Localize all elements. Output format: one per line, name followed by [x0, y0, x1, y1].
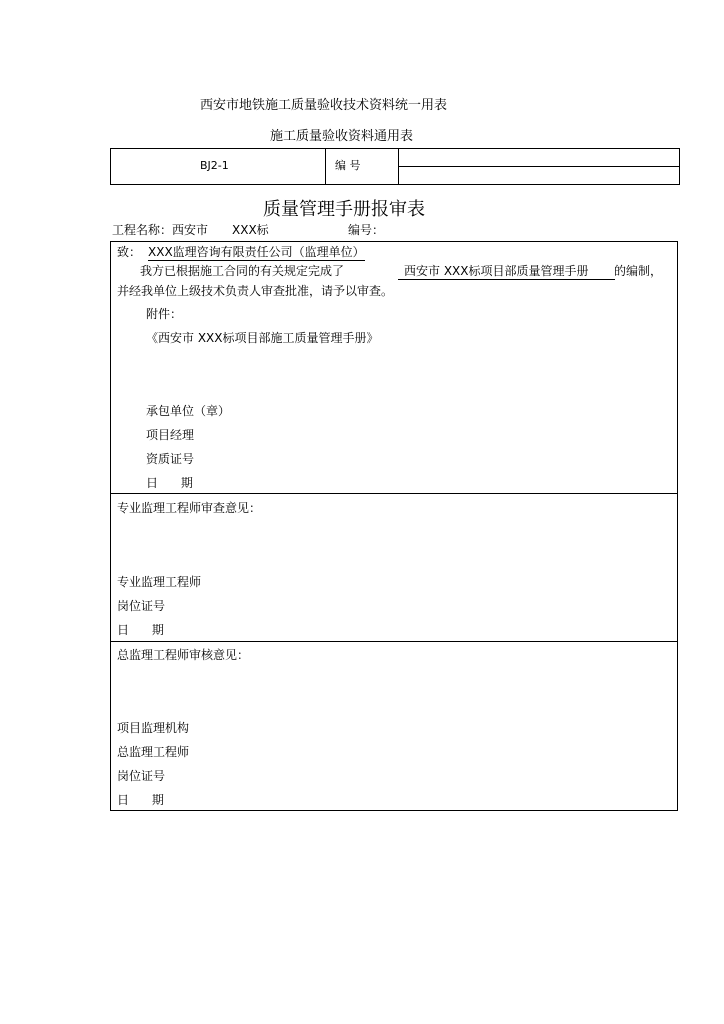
- project-name-label: 工程名称：西安市: [112, 223, 209, 237]
- statement-subject: 西安市 XXX标项目部质量管理手册: [398, 264, 615, 280]
- divider: [110, 493, 678, 494]
- specialist-engineer: 专业监理工程师: [117, 575, 202, 589]
- divider: [110, 641, 678, 642]
- statement-line2: 并经我单位上级技术负责人审查批准，请予以审查。: [117, 284, 394, 298]
- supervisor-company: XXX监理咨询有限责任公司（监理单位）: [148, 245, 365, 259]
- supervision-agency: 项目监理机构: [117, 721, 190, 735]
- number-label: 编 号: [335, 159, 361, 172]
- attachment-item: 《西安市 XXX标项目部施工质量管理手册》: [146, 331, 379, 345]
- header-subtitle: 施工质量验收资料通用表: [270, 129, 414, 144]
- qualification-number: 资质证号: [146, 452, 195, 466]
- project-name: XXX标: [232, 223, 269, 237]
- statement-suffix: 的编制，: [614, 264, 663, 278]
- contractor-seal: 承包单位（章）: [146, 404, 231, 418]
- attachment-label: 附件：: [146, 307, 183, 321]
- post-certificate: 岗位证号: [117, 769, 166, 783]
- date-field: 日 期: [117, 623, 164, 637]
- project-manager: 项目经理: [146, 428, 195, 442]
- header-title: 西安市地铁施工质量验收技术资料统一用表: [200, 98, 448, 113]
- to-label: 致：: [117, 245, 142, 259]
- date-field: 日 期: [117, 793, 164, 807]
- form-title: 质量管理手册报审表: [263, 199, 425, 220]
- chief-engineer: 总监理工程师: [117, 745, 190, 759]
- form-code: BJ2-1: [200, 159, 229, 172]
- engineer-opinion-label: 专业监理工程师审查意见：: [117, 501, 262, 515]
- chief-opinion-label: 总监理工程师审核意见：: [117, 648, 250, 662]
- statement-prefix: 我方已根据施工合同的有关规定完成了: [140, 264, 345, 278]
- date-field: 日 期: [146, 476, 193, 490]
- form-number-label: 编号：: [348, 223, 385, 237]
- post-certificate: 岗位证号: [117, 599, 166, 613]
